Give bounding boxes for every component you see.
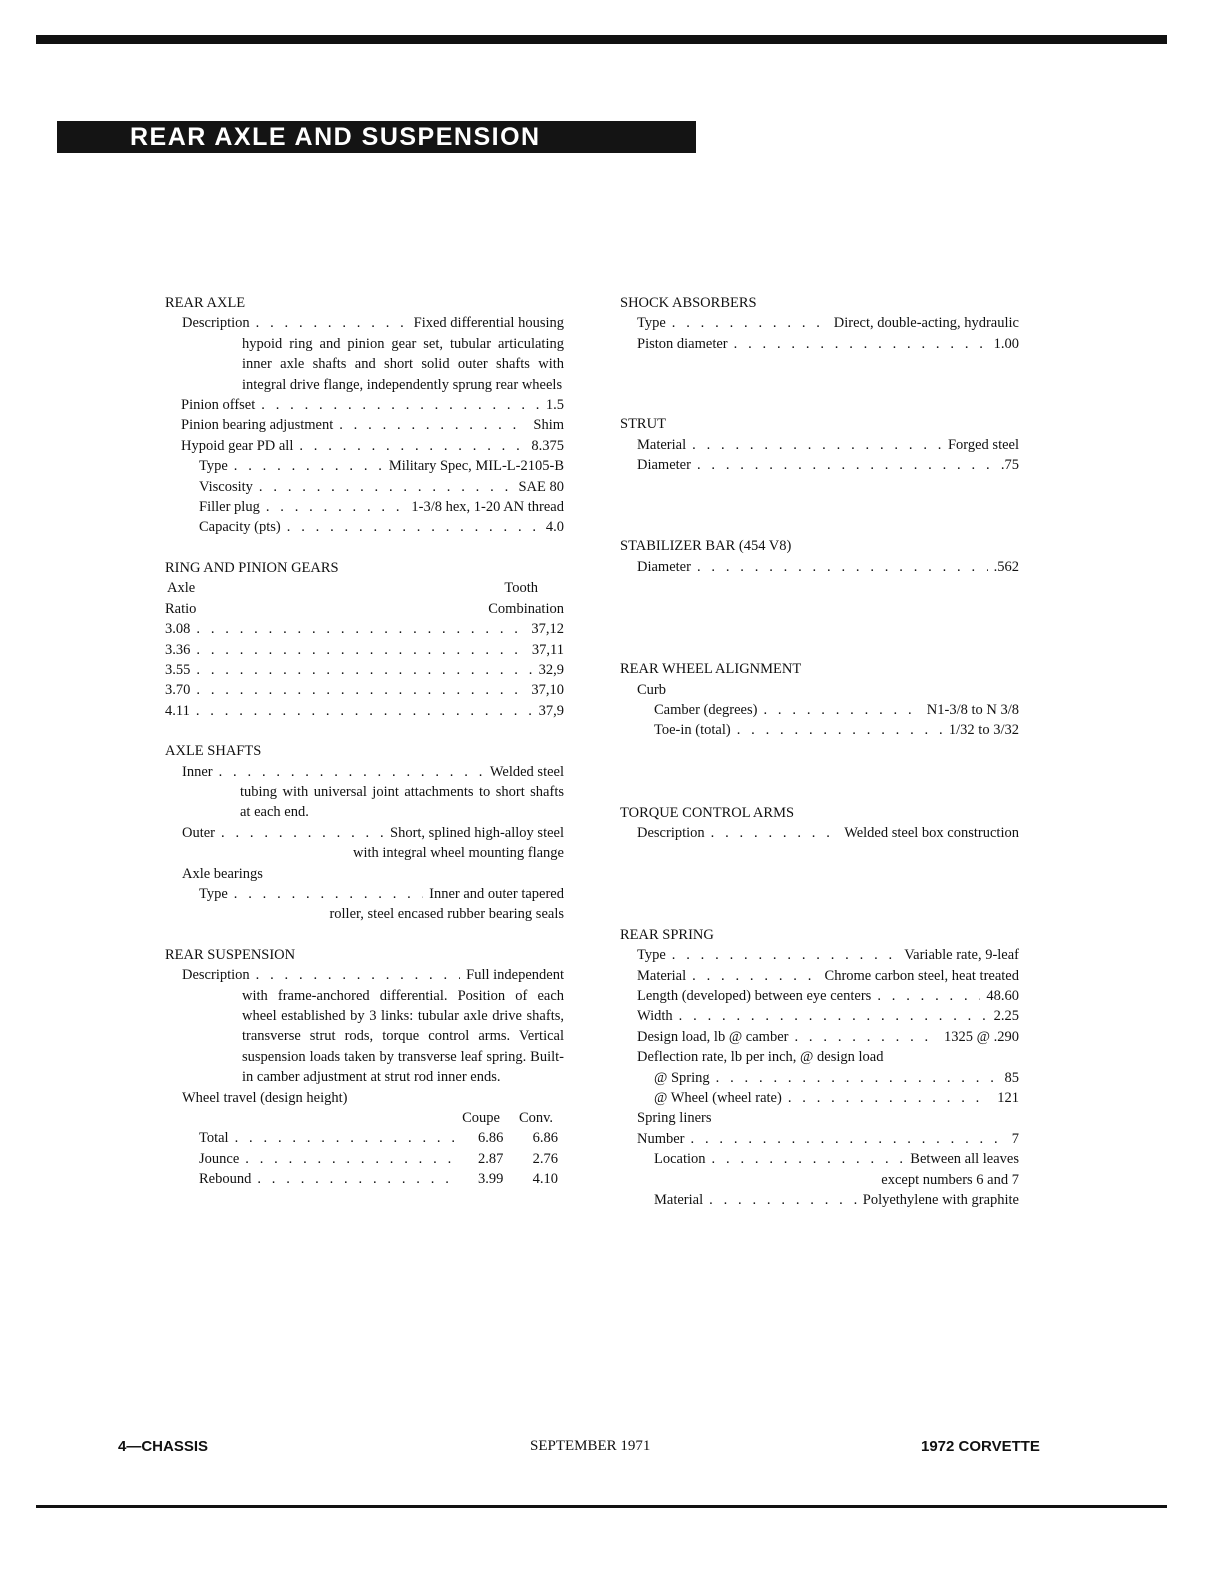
leader-dots xyxy=(299,436,525,456)
rear-suspension-section xyxy=(165,945,564,1190)
leader-dots xyxy=(234,884,423,904)
leader-dots xyxy=(219,762,484,782)
leader-dots xyxy=(679,1006,988,1026)
spec-row: Inner . . . Welded steel xyxy=(165,762,564,782)
spec-row: Material . . . Polyethylene with graphite xyxy=(620,1190,1019,1210)
leader-dots xyxy=(245,1149,454,1169)
wheel-travel-row xyxy=(165,1149,564,1169)
travel-label: Rebound xyxy=(199,1171,252,1188)
leader-dots xyxy=(339,415,527,435)
coupe-value: 6.86 xyxy=(478,1130,504,1147)
spec-row: Width . . . 2.25 xyxy=(620,1006,1019,1026)
spec-continuation: hypoid ring and pinion gear set, tubular articulating inner axle shafts and short solid outer shafts with integral drive flange, independently sprung rear wheels xyxy=(242,335,564,393)
leader-dots xyxy=(259,477,513,497)
spec-row: Material . . . Forged steel xyxy=(620,435,1019,455)
leader-dots xyxy=(196,660,532,680)
ratio-row xyxy=(165,701,564,721)
spec-row: Diameter . . . .75 xyxy=(620,455,1019,475)
conv-value: 4.10 xyxy=(532,1171,558,1188)
tooth-combination: 37,11 xyxy=(531,641,564,658)
section-heading: STABILIZER BAR (454 V8) xyxy=(620,538,792,555)
spec-continuation: except numbers 6 and 7 xyxy=(881,1171,1019,1188)
shock-absorbers-section xyxy=(620,293,1019,354)
section-heading: AXLE SHAFTS xyxy=(165,743,262,760)
section-heading: REAR WHEEL ALIGNMENT xyxy=(620,661,802,678)
leader-dots xyxy=(196,619,525,639)
table-header: Axle Tooth xyxy=(167,580,538,597)
spec-row: Length (developed) between eye centers . . . 48.60 xyxy=(620,986,1019,1006)
section-heading: RING AND PINION GEARS xyxy=(165,559,339,576)
sub-heading: Deflection rate, lb per inch, @ design load xyxy=(637,1049,884,1066)
leader-dots xyxy=(287,517,540,537)
spec-row: Description . . . Full independent xyxy=(165,965,564,985)
leader-dots xyxy=(692,435,942,455)
section-heading: TORQUE CONTROL ARMS xyxy=(620,804,795,821)
coupe-value: 2.87 xyxy=(478,1150,504,1167)
sub-heading: Wheel travel (design height) xyxy=(182,1089,348,1106)
rear-wheel-alignment-section xyxy=(620,659,1019,741)
ring-pinion-section xyxy=(165,558,564,721)
spec-row: Location . . . Between all leaves xyxy=(620,1149,1019,1169)
leader-dots xyxy=(711,823,839,843)
ratio-list xyxy=(165,619,564,721)
table-header: Ratio Combination xyxy=(165,600,564,617)
spec-row: Description . . . Fixed differential housing xyxy=(165,313,564,333)
leader-dots xyxy=(691,1129,1006,1149)
spec-row: Pinion offset . . . 1.5 xyxy=(165,395,564,415)
ratio-value: 3.36 xyxy=(165,641,191,658)
section-title-banner xyxy=(57,121,696,153)
spec-row: @ Spring . . . 85 xyxy=(620,1068,1019,1088)
conv-value: 2.76 xyxy=(532,1150,558,1167)
leader-dots xyxy=(235,1128,454,1148)
sub-heading: Curb xyxy=(637,681,666,698)
ratio-row xyxy=(165,619,564,639)
ratio-value: 3.70 xyxy=(165,682,191,699)
ratio-value: 3.08 xyxy=(165,621,191,638)
strut-section xyxy=(620,414,1019,475)
leader-dots xyxy=(234,456,383,476)
footer-date: SEPTEMBER 1971 xyxy=(530,1438,651,1454)
footer-section-label: 4—CHASSIS xyxy=(118,1438,209,1455)
right-column xyxy=(620,293,1019,1210)
leader-dots xyxy=(692,966,818,986)
ratio-row xyxy=(165,680,564,700)
leader-dots xyxy=(261,395,540,415)
tooth-combination: 37,12 xyxy=(531,621,564,638)
leader-dots xyxy=(794,1027,938,1047)
axle-shafts-section xyxy=(165,741,564,925)
ratio-value: 3.55 xyxy=(165,661,191,678)
spec-row: Description . . . Welded steel box construction xyxy=(620,823,1019,843)
leader-dots xyxy=(709,1190,857,1210)
spec-row: Pinion bearing adjustment . . . Shim xyxy=(165,415,564,435)
section-heading: STRUT xyxy=(620,416,666,433)
leader-dots xyxy=(712,1149,905,1169)
spec-row: Hypoid gear PD all . . . 8.375 xyxy=(165,436,564,456)
stabilizer-section xyxy=(620,536,1019,577)
leader-dots xyxy=(697,557,988,577)
torque-control-arms-section xyxy=(620,803,1019,844)
leader-dots xyxy=(672,945,899,965)
spec-row: Toe-in (total) . . . 1/32 to 3/32 xyxy=(620,720,1019,740)
section-heading: REAR SUSPENSION xyxy=(165,946,296,963)
sub-heading: Spring liners xyxy=(637,1110,712,1127)
ratio-value: 4.11 xyxy=(165,702,190,719)
spec-continuation: tubing with universal joint attachments to short shafts at each end. xyxy=(240,783,564,821)
leader-dots xyxy=(256,313,408,333)
spec-row: Type . . . Direct, double-acting, hydraulic xyxy=(620,313,1019,333)
bottom-rule xyxy=(36,1505,1167,1508)
tooth-combination: 32,9 xyxy=(538,661,564,678)
spec-row: Diameter . . . .562 xyxy=(620,557,1019,577)
spec-row: Type . . . Variable rate, 9-leaf xyxy=(620,945,1019,965)
section-heading: REAR AXLE xyxy=(165,295,246,311)
leader-dots xyxy=(196,640,526,660)
leader-dots xyxy=(877,986,980,1006)
spec-row: Design load, lb @ camber . . . 1325 @ .290 xyxy=(620,1027,1019,1047)
leader-dots xyxy=(257,1169,454,1189)
leader-dots xyxy=(196,701,533,721)
top-rule xyxy=(36,35,1167,44)
spec-row: Viscosity . . . SAE 80 xyxy=(165,477,564,497)
spec-row: Camber (degrees) . . . N1-3/8 to N 3/8 xyxy=(620,700,1019,720)
leader-dots xyxy=(788,1088,991,1108)
spec-row: Filler plug . . . 1-3/8 hex, 1-20 AN thread xyxy=(165,497,564,517)
spec-continuation: with frame-anchored differential. Position of each wheel established by 3 links: tubular axle drive shafts, transverse strut rods, torque control arms. Vertical suspension loads taken by transverse leaf spring. Built-in camber adjustment at strut rod inner ends. xyxy=(242,987,564,1086)
section-heading: SHOCK ABSORBERS xyxy=(620,295,757,311)
tooth-combination: 37,9 xyxy=(538,702,564,719)
ratio-row xyxy=(165,640,564,660)
leader-dots xyxy=(266,497,406,517)
tooth-combination: 37,10 xyxy=(531,682,564,699)
rear-axle-section xyxy=(165,293,564,538)
left-column xyxy=(165,293,564,1190)
page-title: REAR AXLE AND SUSPENSION xyxy=(130,123,541,151)
leader-dots xyxy=(256,965,460,985)
leader-dots xyxy=(672,313,828,333)
travel-label: Total xyxy=(199,1130,229,1147)
leader-dots xyxy=(763,700,920,720)
rear-spring-section xyxy=(620,925,1019,1211)
conv-value: 6.86 xyxy=(532,1130,558,1147)
sub-heading: Axle bearings xyxy=(182,865,263,882)
table-header: Coupe Conv. xyxy=(462,1110,554,1127)
leader-dots xyxy=(221,823,384,843)
wheel-travel-table xyxy=(165,1128,564,1189)
section-heading: REAR SPRING xyxy=(620,926,714,943)
leader-dots xyxy=(716,1068,999,1088)
spec-row: Type . . . Inner and outer tapered xyxy=(165,884,564,904)
spec-row: Piston diameter . . . 1.00 xyxy=(620,334,1019,354)
leader-dots xyxy=(734,334,988,354)
spec-continuation: roller, steel encased rubber bearing seals xyxy=(329,906,564,923)
wheel-travel-row xyxy=(165,1169,564,1189)
leader-dots xyxy=(196,680,525,700)
ratio-row xyxy=(165,660,564,680)
coupe-value: 3.99 xyxy=(478,1171,504,1188)
spec-row: Outer . . . Short, splined high-alloy steel xyxy=(165,823,564,843)
travel-label: Jounce xyxy=(199,1150,240,1167)
spec-row: Type . . . Military Spec, MIL-L-2105-B xyxy=(165,456,564,476)
spec-row: Number . . . 7 xyxy=(620,1129,1019,1149)
spec-row: Capacity (pts) . . . 4.0 xyxy=(165,517,564,537)
leader-dots xyxy=(737,720,943,740)
spec-row: @ Wheel (wheel rate) . . . 121 xyxy=(620,1088,1019,1108)
spec-continuation: with integral wheel mounting flange xyxy=(352,845,564,862)
spec-row: Material . . . Chrome carbon steel, heat treated xyxy=(620,966,1019,986)
footer-model: 1972 CORVETTE xyxy=(921,1438,1040,1455)
wheel-travel-row xyxy=(165,1128,564,1148)
leader-dots xyxy=(697,455,995,475)
